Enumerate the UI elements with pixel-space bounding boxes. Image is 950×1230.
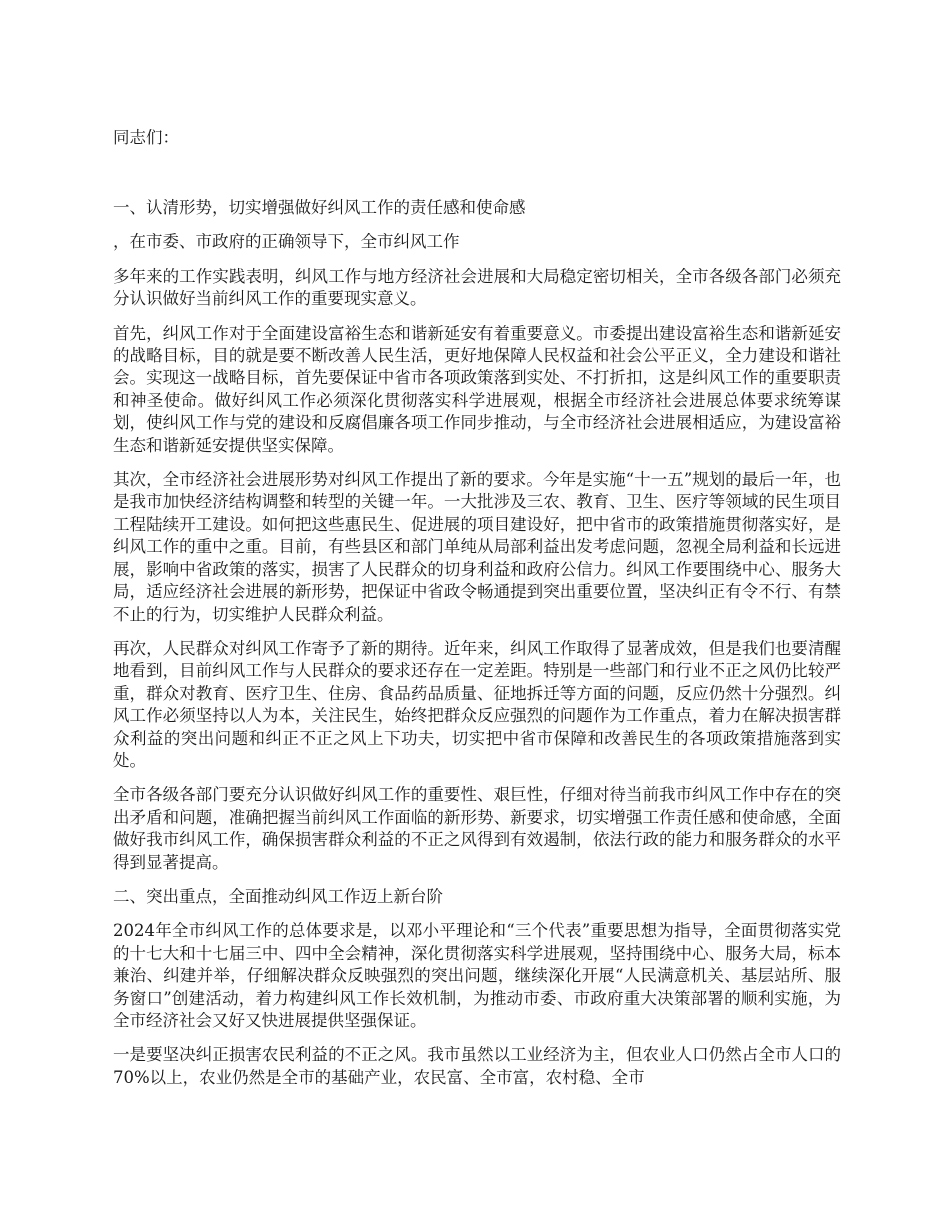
section-heading-1: 一、认清形势，切实增强做好纠风工作的责任感和使命感: [113, 198, 526, 217]
paragraph: 2024年全市纠风工作的总体要求是，以邓小平理论和“三个代表”重要思想为指导，全面贯彻落实党的十七大和十七届三中、四中全会精神，深化贯彻落实科学进展观，坚持围绕中心、服务大局，标本兼治、纠建并举，仔细解决群众反映强烈的突出问题，继续深化开展“人民满意机关、基层站所、服务窗口”创建活动，着力构建纠风工作长效机制，为推动市委、市政府重大决策部署的顺利实施，为全市经济社会又好又快进展提供坚强保证。: [113, 921, 841, 1030]
paragraph: 其次，全市经济社会进展形势对纠风工作提出了新的要求。今年是实施“十一五”规划的最后一年，也是我市加快经济结构调整和转型的关键一年。一大批涉及三农、教育、卫生、医疗等领域的民生项目工程陆续开工建设。如何把这些惠民生、促进展的项目建设好，把中省市的政策措施贯彻落实好，是纠风工作的重中之重。目前，有些县区和部门单纯从局部利益出发考虑问题，忽视全局利益和长远进展，影响中省政策的落实，损害了人民群众的切身利益和政府公信力。纠风工作要围绕中心、服务大局，适应经济社会进展的新形势，把保证中省政令畅通提到突出重要位置，坚决纠正有令不行、有禁不止的行为，切实维护人民群众利益。: [113, 470, 841, 624]
paragraph: 多年来的工作实践表明，纠风工作与地方经济社会进展和大局稳定密切相关，全市各级各部门必须充分认识做好当前纠风工作的重要现实意义。: [113, 266, 841, 309]
greeting: 同志们：: [113, 128, 179, 147]
paragraph: 再次，人民群众对纠风工作寄予了新的期待。近年来，纠风工作取得了显著成效，但是我们也要清醒地看到，目前纠风工作与人民群众的要求还存在一定差距。特别是一些部门和行业不正之风仍比较严重，群众对教育、医疗卫生、住房、食品药品质量、征地拆迁等方面的问题，反应仍然十分强烈。纠风工作必须坚持以人为本，关注民生，始终把群众反应强烈的问题作为工作重点，着力在解决损害群众利益的突出问题和纠正不正之风上下功夫，切实把中省市保障和改善民生的各项政策措施落到实处。: [113, 638, 841, 770]
section-heading-2: 二、突出重点，全面推动纠风工作迈上新台阶: [113, 886, 443, 906]
paragraph: 全市各级各部门要充分认识做好纠风工作的重要性、艰巨性，仔细对待当前我市纠风工作中存在的突出矛盾和问题，准确把握当前纠风工作面临的新形势、新要求，切实增强工作责任感和使命感，全面做好我市纠风工作，确保损害群众利益的不正之风得到有效遏制，依法行政的能力和服务群众的水平得到显著提高。: [113, 785, 841, 872]
paragraph: ，在市委、市政府的正确领导下，全市纠风工作: [113, 232, 460, 252]
paragraph: 首先，纠风工作对于全面建设富裕生态和谐新延安有着重要意义。市委提出建设富裕生态和谐新延安的战略目标，目的就是要不断改善人民生活，更好地保障人民权益和社会公平正义，全力建设和谐社会。实现这一战略目标，首先要保证中省市各项政策落到实处、不打折扣，这是纠风工作的重要职责和神圣使命。做好纠风工作必须深化贯彻落实科学进展观，根据全市经济社会进展总体要求统筹谋划，使纠风工作与党的建设和反腐倡廉各项工作同步推动，与全市经济社会进展相适应，为建设富裕生态和谐新延安提供坚实保障。: [113, 323, 841, 455]
document-body: [113, 197, 841, 1101]
paragraph: 一是要坚决纠正损害农民利益的不正之风。我市虽然以工业经济为主，但农业人口仍然占全市人口的70%以上，农业仍然是全市的基础产业，农民富、全市富，农村稳、全市: [113, 1045, 841, 1087]
